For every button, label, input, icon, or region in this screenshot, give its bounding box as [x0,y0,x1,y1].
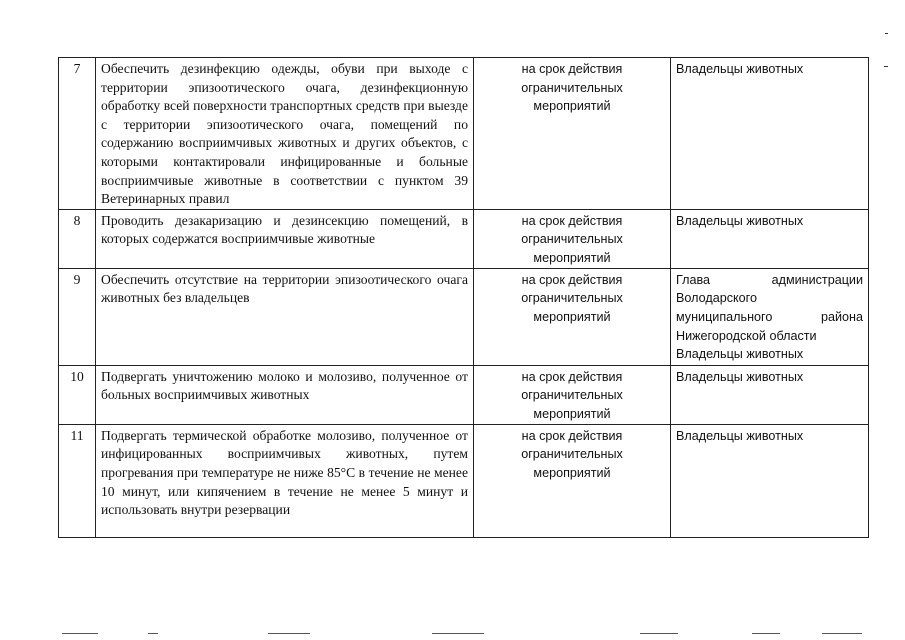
term-cell [474,268,671,365]
responsible-line: Владельцы животных [676,347,804,362]
measure-text: Проводить дезакаризацию и дезинсекцию помещений, в которых содержатся восприимчивые животные [96,209,474,268]
scan-artifact-line [148,633,158,634]
measure-text: Подвергать уничтожению молоко и молозиво, полученное от больных восприимчивых животных [96,365,474,424]
row-number: 8 [59,209,96,268]
responsible-cell [671,209,869,268]
term-line: ограничительных [521,447,623,462]
term-cell [474,209,671,268]
responsible-line: Владельцы животных [676,213,804,228]
responsible-line: Владельцы животных [676,369,804,384]
term-line: на срок действия [521,62,623,76]
measure-text: Обеспечить дезинфекцию одежды, обуви при выходе с территории эпизоотического очага, дезинфекционную обработку всей поверхности транспортных средств при выезде с территории эпизоотического очага, помещений по содержанию восприимчивых животных и других объектов, с которыми контактировали инфицированные и больные восприимчивые животные в соответствии с пунктом 39 Ветеринарных правил [96,58,474,210]
term-line: на срок действия [521,213,623,228]
term-line: на срок действия [521,272,623,287]
scan-artifact-line [640,633,678,634]
term-line: мероприятий [533,309,611,324]
row-number: 7 [59,58,96,210]
measure-text: Обеспечить отсутствие на территории эпизоотического очага животных без владельцев [96,268,474,365]
scan-artifact-line [62,633,98,634]
term-line: мероприятий [533,406,611,421]
responsible-line: Владельцы животных [676,62,804,76]
responsible-cell [671,365,869,424]
row-number: 11 [59,424,96,537]
term-line: ограничительных [521,388,623,403]
term-line: на срок действия [521,369,623,384]
term-line: мероприятий [533,99,611,114]
term-line: ограничительных [521,80,623,95]
scan-artifact-line [268,633,310,634]
scan-artifact-line [752,633,780,634]
table-row [59,209,869,268]
term-line: на срок действия [521,428,623,443]
table-row [59,424,869,537]
responsible-line: муниципального района [676,309,863,324]
term-cell [474,365,671,424]
term-cell [474,58,671,210]
term-line: ограничительных [521,291,623,306]
measures-table [58,57,869,538]
table-row [59,58,869,210]
term-line: ограничительных [521,232,623,247]
measure-text: Подвергать термической обработке молозиво, полученное от инфицированных восприимчивых животных, путем прогревания при температуре не ниже 85°С в течение не менее 10 минут, или кипячением в течение не менее 5 минут и использовать внутри резервации [96,424,474,537]
table-row [59,268,869,365]
responsible-cell [671,268,869,365]
responsible-line: Нижегородской области [676,328,817,343]
responsible-line: Глава администрации [676,272,863,287]
scan-mark [885,33,888,34]
responsible-line: Владельцы животных [676,428,804,443]
scan-artifact-line [822,633,862,634]
table-row [59,365,869,424]
row-number: 9 [59,268,96,365]
term-cell [474,424,671,537]
scan-mark [884,66,888,67]
term-line: мероприятий [533,250,611,265]
term-line: мероприятий [533,465,611,480]
scan-artifact-line [432,633,484,634]
responsible-cell [671,58,869,210]
responsible-line: Володарского [676,291,757,306]
responsible-cell [671,424,869,537]
row-number: 10 [59,365,96,424]
